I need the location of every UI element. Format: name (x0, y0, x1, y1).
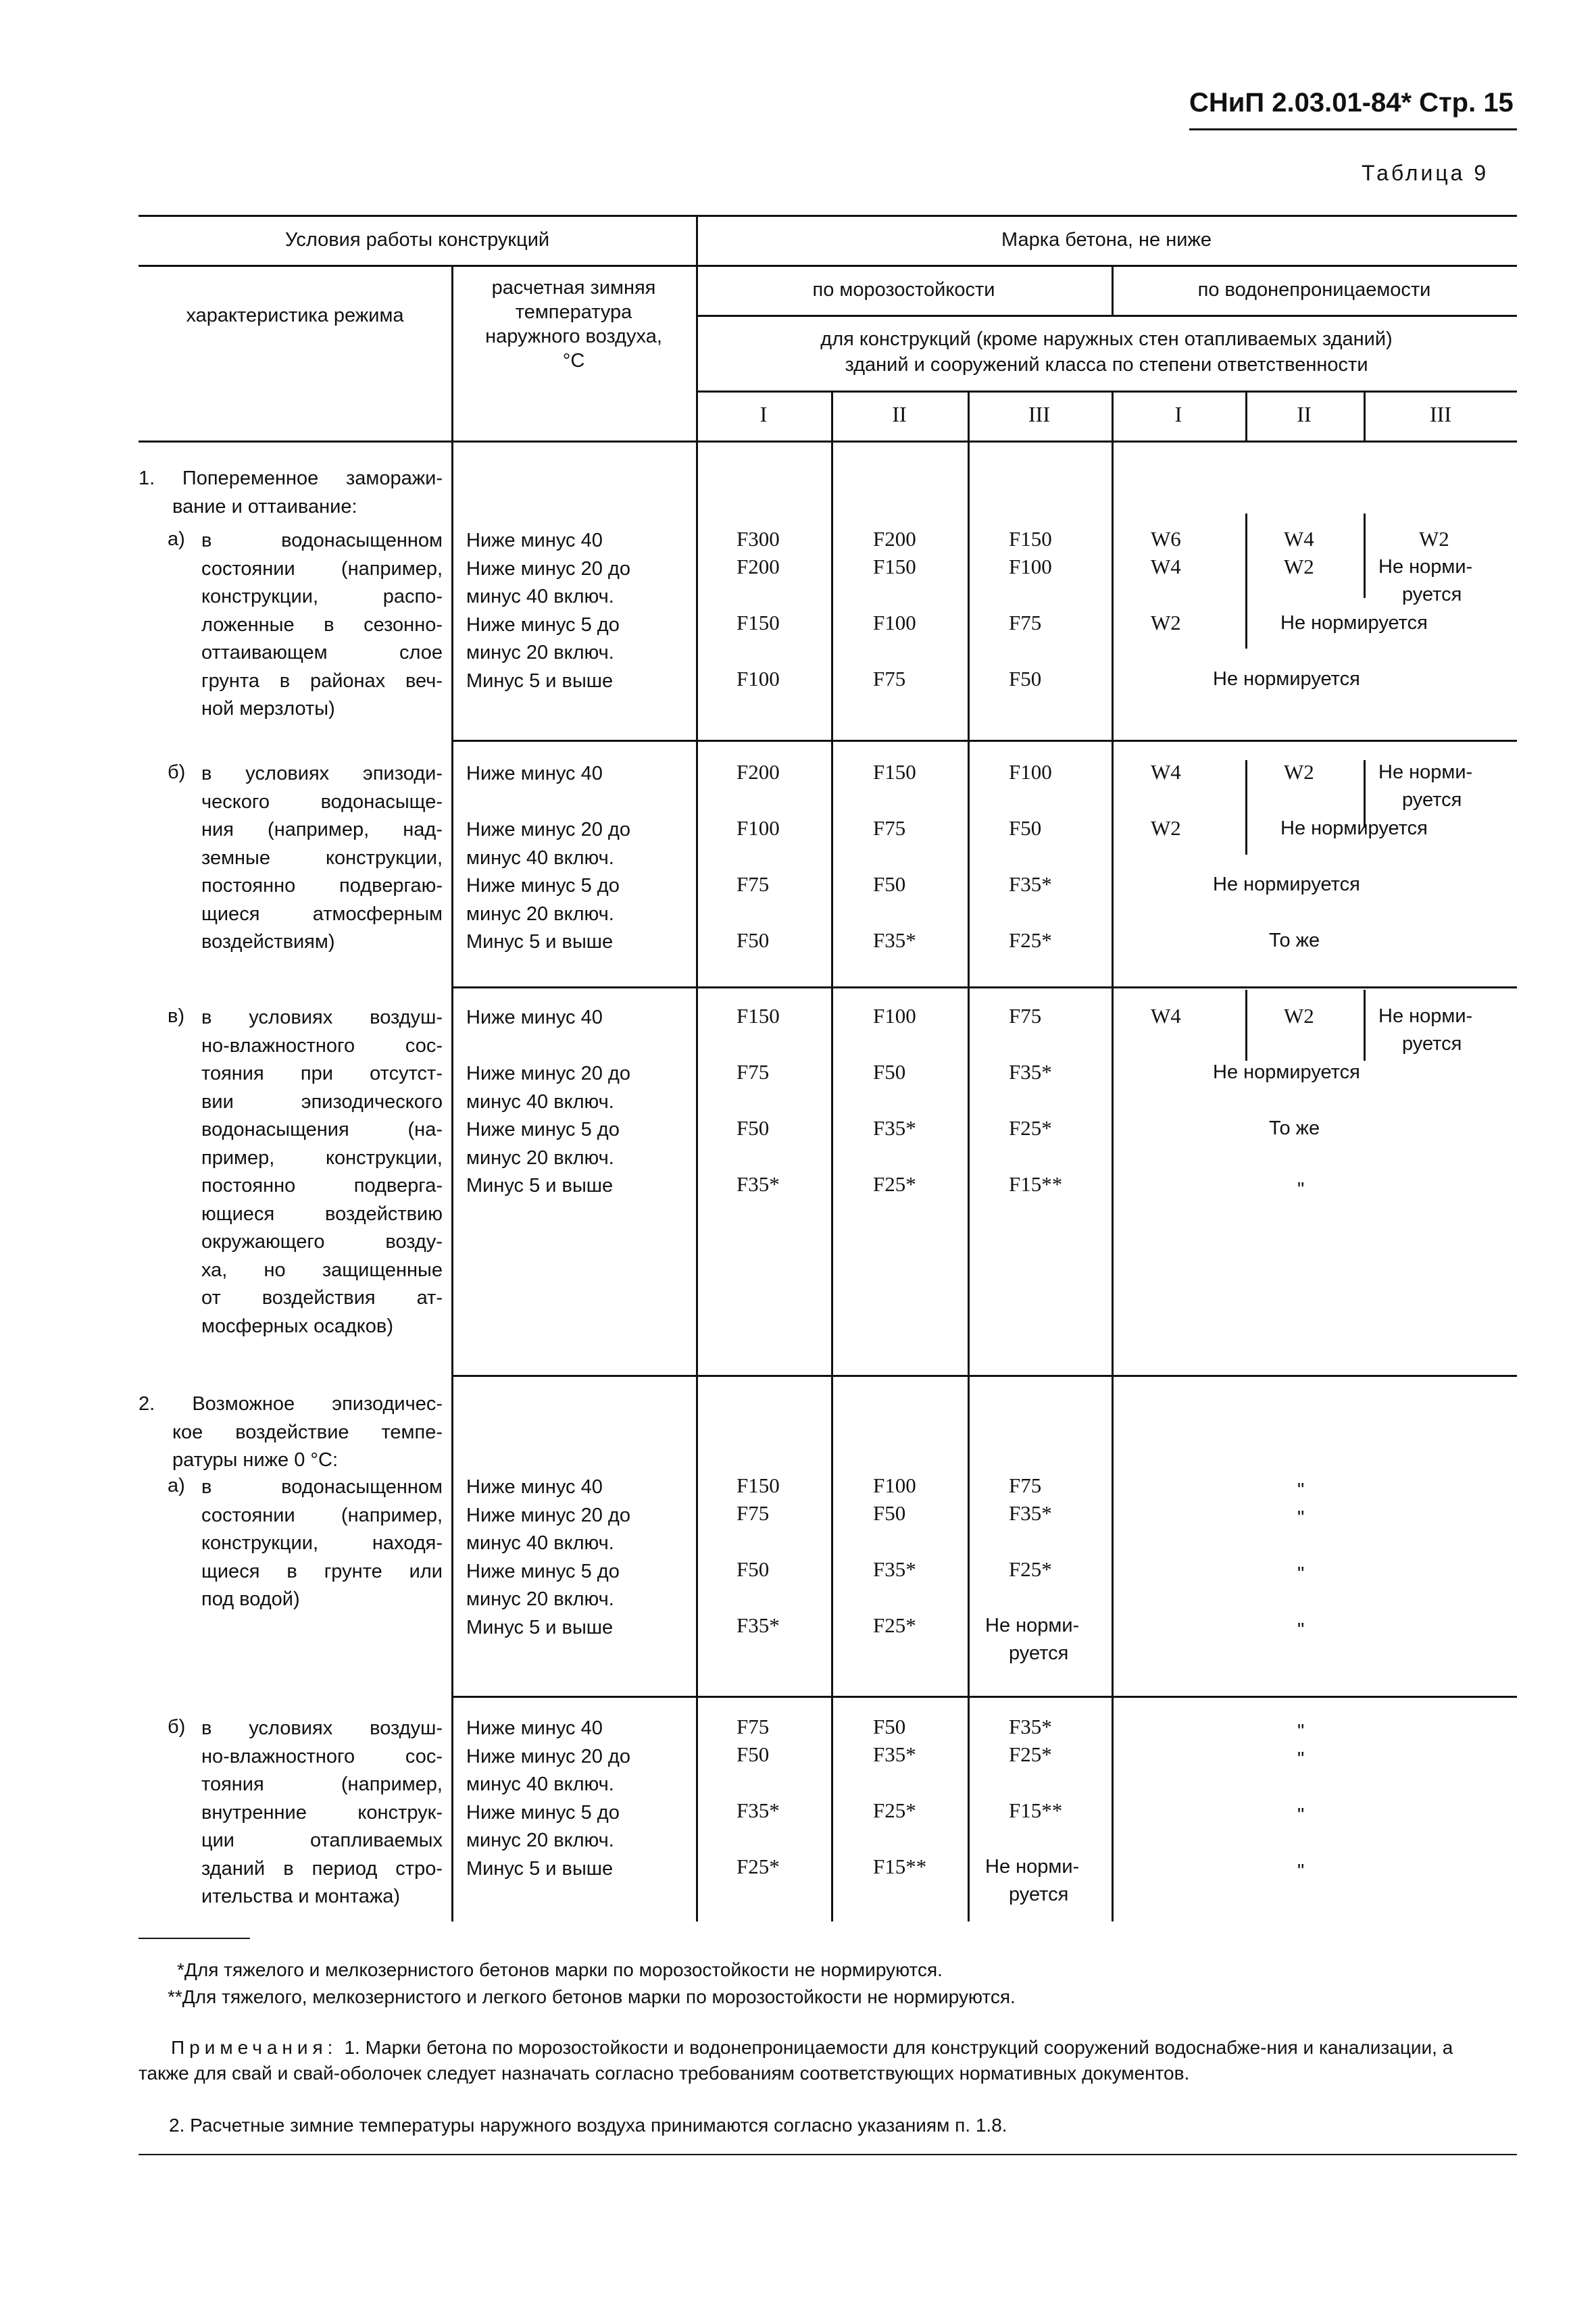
footnote-2: **Для тяжелого, мелкозернистого и легкого бетонов марки по морозостойкости не нормируются. (168, 1986, 1016, 2007)
cell-f-text: Не норми- (985, 1615, 1080, 1636)
temp-line: минус 40 включ. (466, 1090, 614, 1113)
table-header-bottom (139, 441, 1517, 443)
desc-line: под водой) (201, 1588, 300, 1610)
temp-line: Ниже минус 40 (466, 530, 603, 551)
cell-f: F75 (737, 1060, 770, 1084)
header-for-structures-line-2: зданий и сооружений класса по степени ответственности (845, 354, 1368, 376)
table-header-rule-4 (696, 391, 1517, 393)
temp-line: минус 20 включ. (466, 903, 614, 925)
cell-w-text: Не норми- (1378, 556, 1473, 578)
cell-f: F200 (737, 555, 780, 578)
w-div-1a-1 (1245, 513, 1247, 649)
temp-line: минус 20 включ. (466, 642, 614, 663)
desc-line: в водонасыщенном (201, 1476, 443, 1498)
header-temp-line-4: °С (562, 350, 585, 372)
cell-w: W6 (1151, 527, 1181, 551)
cell-f: F50 (873, 1501, 906, 1525)
cell-f: F35* (1009, 1501, 1052, 1525)
row-1b-temps (466, 760, 696, 957)
w-div-1b-1 (1245, 760, 1247, 855)
desc-line: водонасыщения (на- (201, 1119, 443, 1140)
cell-w-text: Не нормируется (1213, 874, 1360, 895)
header-grade: Марка бетона, не ниже (1001, 229, 1212, 251)
section2-title-line: кое воздействие темпе- (172, 1421, 443, 1443)
note-2: 2. Расчетные зимние температуры наружного воздуха принимаются согласно указаниям п. 1.8. (169, 2115, 1007, 2136)
temp-line: Ниже минус 40 (466, 1007, 603, 1028)
row-2a-label: а) (168, 1475, 185, 1496)
cell-f: F50 (737, 1557, 770, 1581)
desc-line: но-влажностного сос- (201, 1034, 443, 1057)
temp-line: Минус 5 и выше (466, 931, 614, 953)
cell-f: F35* (873, 1742, 916, 1766)
temp-line: Ниже минус 20 до (466, 557, 630, 580)
w-div-1c-2 (1364, 990, 1366, 1061)
desc-line: воздействиям) (201, 931, 335, 953)
row-1b-desc (201, 760, 443, 957)
roman-div-2 (968, 391, 970, 441)
desc-line: ложенные в сезонно- (201, 613, 443, 636)
cell-w-ditto: " (1297, 1480, 1305, 1501)
group-rule-1b (451, 740, 1517, 742)
cell-f: F35* (1009, 1715, 1052, 1738)
body-col-5 (1112, 441, 1114, 1921)
body-col-4 (968, 441, 970, 1921)
cell-f: F75 (873, 816, 906, 840)
desc-line: мосферных осадков) (201, 1315, 393, 1337)
desc-line: земные конструкции, (201, 847, 443, 869)
row-1b-label: б) (168, 761, 186, 783)
header-for-structures-line-1: для конструкций (кроме наружных стен отапливаемых зданий) (820, 328, 1393, 350)
cell-f: F200 (873, 527, 916, 551)
cell-w-text: Не норми- (1378, 1005, 1473, 1027)
table-top-rule (139, 215, 1517, 217)
roman-water-1: I (1174, 402, 1182, 426)
cell-w: W2 (1419, 527, 1449, 551)
cell-f: F75 (1009, 611, 1042, 634)
cell-w: W2 (1284, 1004, 1314, 1028)
roman-div-3 (1112, 391, 1114, 441)
cell-f: F75 (737, 1501, 770, 1525)
cell-w-text: Не нормируется (1213, 668, 1360, 690)
table-header-rule-3 (696, 315, 1517, 317)
note-1-text: 1. Марки бетона по морозостойкости и водонепроницаемости для конструкций сооружений водоснабже-ния и канализации, а также для свай и свай-оболочек следует назначать согласно требованиям соответствующих нормативных документов. (139, 2037, 1453, 2084)
table-caption: Таблица 9 (1362, 161, 1489, 185)
header-temp (451, 276, 696, 373)
table-header-rule-2 (139, 265, 1517, 267)
cell-w: W2 (1284, 555, 1314, 578)
section1-title-line: 1. Попеременное заморажи- (139, 468, 443, 489)
w-div-1a-2 (1364, 513, 1366, 598)
cell-w: W4 (1284, 527, 1314, 551)
temp-line: Ниже минус 20 до (466, 1063, 630, 1084)
cell-w-text: руется (1402, 1033, 1462, 1055)
temp-line: Ниже минус 5 до (466, 1801, 620, 1823)
desc-line: щиеся в грунте или (201, 1560, 443, 1582)
temp-line: Ниже минус 5 до (466, 1119, 620, 1140)
desc-line: постоянно подвергаю- (201, 875, 443, 897)
temp-line: Ниже минус 20 до (466, 1745, 630, 1767)
cell-f-text: руется (1009, 1642, 1069, 1664)
cell-w: W2 (1151, 611, 1181, 634)
cell-f: F25* (873, 1613, 916, 1637)
cell-w-text: руется (1402, 789, 1462, 811)
cell-f: F300 (737, 527, 780, 551)
cell-f: F100 (737, 816, 780, 840)
temp-line: минус 40 включ. (466, 1774, 614, 1795)
desc-line: ительства и монтажа) (201, 1886, 401, 1907)
cell-w-text: Не нормируется (1280, 612, 1428, 634)
cell-w: W4 (1151, 760, 1181, 784)
cell-f-text: руется (1009, 1884, 1069, 1905)
cell-f: F35* (737, 1799, 780, 1822)
cell-f: F35* (737, 1613, 780, 1637)
cell-w-ditto: " (1297, 1721, 1305, 1742)
cell-f: F50 (737, 1742, 770, 1766)
header-water: по водонепроницаемости (1197, 279, 1431, 301)
temp-line: минус 40 включ. (466, 847, 614, 869)
temp-line: минус 20 включ. (466, 1588, 614, 1610)
cell-f: F25* (1009, 1557, 1052, 1581)
cell-w: W4 (1151, 1004, 1181, 1028)
desc-line: пример, конструкции, (201, 1147, 443, 1169)
cell-f: F50 (873, 872, 906, 896)
roman-div-5 (1364, 391, 1366, 441)
cell-f: F100 (873, 1474, 916, 1497)
cell-f: F35* (1009, 872, 1052, 896)
cell-f: F25* (873, 1799, 916, 1822)
desc-line: но-влажностного сос- (201, 1745, 443, 1767)
footnote-rule (139, 1938, 250, 1939)
body-col-3 (831, 441, 833, 1921)
row-2b-temps (466, 1715, 696, 1883)
bottom-rule (139, 2154, 1517, 2155)
cell-f: F75 (1009, 1004, 1042, 1028)
section1-title-line: вание и оттаивание: (172, 495, 357, 518)
cell-w: W4 (1151, 555, 1181, 578)
desc-line: ющиеся воздействию (201, 1203, 443, 1225)
cell-f: F150 (873, 760, 916, 784)
desc-line: внутренние конструк- (201, 1801, 443, 1823)
cell-f: F15** (873, 1855, 927, 1878)
cell-f-text: Не норми- (985, 1856, 1080, 1878)
cell-f: F75 (1009, 1474, 1042, 1497)
w-div-1c-1 (1245, 990, 1247, 1061)
notes-label: Примечания: (171, 2037, 338, 2058)
cell-w-text: Не норми- (1378, 761, 1473, 783)
temp-line: Ниже минус 40 (466, 763, 603, 784)
row-1a-desc (201, 527, 443, 724)
section2-title-line: ратуры ниже 0 °С: (172, 1449, 339, 1471)
cell-f: F35* (873, 1557, 916, 1581)
cell-f: F75 (737, 1715, 770, 1738)
desc-line: в условиях воздуш- (201, 1717, 443, 1739)
cell-f: F150 (737, 1474, 780, 1497)
cell-f: F100 (873, 611, 916, 634)
row-1c-desc (201, 1004, 443, 1340)
cell-w-ditto: " (1297, 1861, 1305, 1882)
cell-f: F35* (873, 928, 916, 952)
desc-line: от воздействия ат- (201, 1287, 443, 1309)
cell-f: F50 (737, 928, 770, 952)
cell-f: F50 (1009, 667, 1042, 690)
desc-line: состоянии (например, (201, 1504, 443, 1526)
temp-line: Минус 5 и выше (466, 1857, 614, 1880)
row-1c-label: в) (168, 1005, 185, 1027)
cell-f: F100 (1009, 555, 1052, 578)
cell-f: F75 (737, 872, 770, 896)
roman-frost-2: II (892, 402, 907, 426)
cell-w-ditto: " (1297, 1749, 1305, 1770)
cell-f: F150 (873, 555, 916, 578)
cell-f: F150 (737, 1004, 780, 1028)
header-temp-line-1: расчетная зимняя (491, 277, 656, 299)
cell-f: F15** (1009, 1172, 1063, 1196)
cell-f: F100 (1009, 760, 1052, 784)
temp-line: минус 20 включ. (466, 1147, 614, 1169)
temp-line: Ниже минус 20 до (466, 1504, 630, 1526)
desc-line: в условиях эпизоди- (201, 763, 443, 784)
roman-water-3: III (1430, 402, 1451, 426)
desc-line: тояния при отсутст- (201, 1063, 443, 1084)
desc-line: ции отапливаемых (201, 1830, 443, 1851)
roman-div-4 (1245, 391, 1247, 441)
cell-f: F50 (737, 1116, 770, 1140)
cell-f: F50 (873, 1060, 906, 1084)
temp-line: минус 40 включ. (466, 586, 614, 607)
cell-f: F100 (737, 667, 780, 690)
row-1c-temps (466, 1004, 696, 1201)
cell-w-text: " (1297, 1179, 1305, 1201)
section2-title (139, 1390, 443, 1475)
group-rule-2 (451, 1375, 1517, 1377)
cell-w-ditto: " (1297, 1805, 1305, 1826)
cell-f: F50 (1009, 816, 1042, 840)
footnote-1: *Для тяжелого и мелкозернистого бетонов марки по морозостойкости не нормируются. (177, 1959, 943, 1980)
cell-w-text: То же (1269, 1117, 1320, 1139)
desc-line: оттаивающем слое (201, 642, 443, 663)
desc-line: ной мерзлоты) (201, 698, 335, 720)
cell-w-ditto: " (1297, 1507, 1305, 1529)
temp-line: Ниже минус 40 (466, 1476, 603, 1498)
cell-f: F200 (737, 760, 780, 784)
cell-w-text: руется (1402, 584, 1462, 605)
header-mode: характеристика режима (186, 305, 404, 326)
section1-title (139, 465, 443, 521)
cell-w: W2 (1151, 816, 1181, 840)
desc-line: щиеся атмосферным (201, 903, 443, 925)
row-2a-desc (201, 1474, 443, 1614)
temp-line: Минус 5 и выше (466, 670, 614, 692)
temp-line: Ниже минус 5 до (466, 875, 620, 897)
temp-line: минус 40 включ. (466, 1532, 614, 1554)
cell-f: F25* (737, 1855, 780, 1878)
desc-line: ха, но защищенные (201, 1259, 443, 1281)
row-2b-label: б) (168, 1716, 186, 1738)
body-col-1 (451, 441, 453, 1921)
cell-f: F25* (1009, 1116, 1052, 1140)
header-conditions: Условия работы конструкций (284, 229, 550, 251)
temp-line: минус 20 включ. (466, 1830, 614, 1851)
temp-line: Ниже минус 40 (466, 1717, 603, 1739)
cell-f: F150 (737, 611, 780, 634)
temp-line: Ниже минус 5 до (466, 613, 620, 636)
cell-w-text: То же (1269, 930, 1320, 951)
desc-line: конструкции, распо- (201, 586, 443, 607)
cell-w-text: Не нормируется (1213, 1061, 1360, 1083)
desc-line: ния (например, над- (201, 819, 443, 840)
cell-f: F25* (1009, 1742, 1052, 1766)
row-1a-temps (466, 527, 696, 695)
temp-line: Минус 5 и выше (466, 1616, 614, 1638)
group-rule-1c (451, 986, 1517, 988)
page-header: СНиП 2.03.01-84* Стр. 15 (1189, 88, 1514, 118)
cell-f: F25* (873, 1172, 916, 1196)
cell-f: F35* (1009, 1060, 1052, 1084)
header-temp-line-2: температура (515, 301, 632, 323)
desc-line: окружающего возду- (201, 1231, 443, 1253)
header-frost: по морозостойкости (812, 279, 995, 301)
cell-f: F25* (1009, 928, 1052, 952)
cell-w-ditto: " (1297, 1563, 1305, 1585)
temp-line: Минус 5 и выше (466, 1175, 614, 1197)
section2-title-line: 2. Возможное эпизодичес- (139, 1393, 443, 1415)
row-2a-temps (466, 1474, 696, 1642)
temp-line: Ниже минус 5 до (466, 1560, 620, 1582)
cell-f: F35* (873, 1116, 916, 1140)
group-rule-2b (451, 1696, 1517, 1698)
cell-f: F75 (873, 667, 906, 690)
desc-line: вии эпизодического (201, 1090, 443, 1113)
row-2b-desc (201, 1715, 443, 1911)
roman-water-2: II (1297, 402, 1312, 426)
row-1a-label: а) (168, 528, 185, 550)
body-col-2 (696, 441, 698, 1921)
header-for-structures (696, 326, 1517, 378)
cell-w: W2 (1284, 760, 1314, 784)
header-rule (1189, 128, 1517, 130)
desc-line: конструкции, находя- (201, 1532, 443, 1554)
cell-w-text: Не нормируется (1280, 818, 1428, 839)
desc-line: ческого водонасыще- (201, 790, 443, 813)
cell-w-ditto: " (1297, 1619, 1305, 1641)
header-temp-line-3: наружного воздуха, (485, 326, 662, 347)
temp-line: Ниже минус 20 до (466, 819, 630, 840)
cell-f: F50 (873, 1715, 906, 1738)
cell-f: F35* (737, 1172, 780, 1196)
desc-line: в водонасыщенном (201, 530, 443, 551)
cell-f: F150 (1009, 527, 1052, 551)
desc-line: состоянии (например, (201, 557, 443, 580)
roman-div-1 (831, 391, 833, 441)
roman-frost-1: I (759, 402, 768, 426)
desc-line: тояния (например, (201, 1774, 443, 1795)
roman-frost-3: III (1028, 402, 1050, 426)
cell-f: F100 (873, 1004, 916, 1028)
desc-line: в условиях воздуш- (201, 1007, 443, 1028)
desc-line: постоянно подверга- (201, 1175, 443, 1197)
desc-line: зданий в период стро- (201, 1857, 443, 1880)
note-1 (139, 2035, 1500, 2086)
desc-line: грунта в районах веч- (201, 670, 443, 692)
cell-f: F15** (1009, 1799, 1063, 1822)
